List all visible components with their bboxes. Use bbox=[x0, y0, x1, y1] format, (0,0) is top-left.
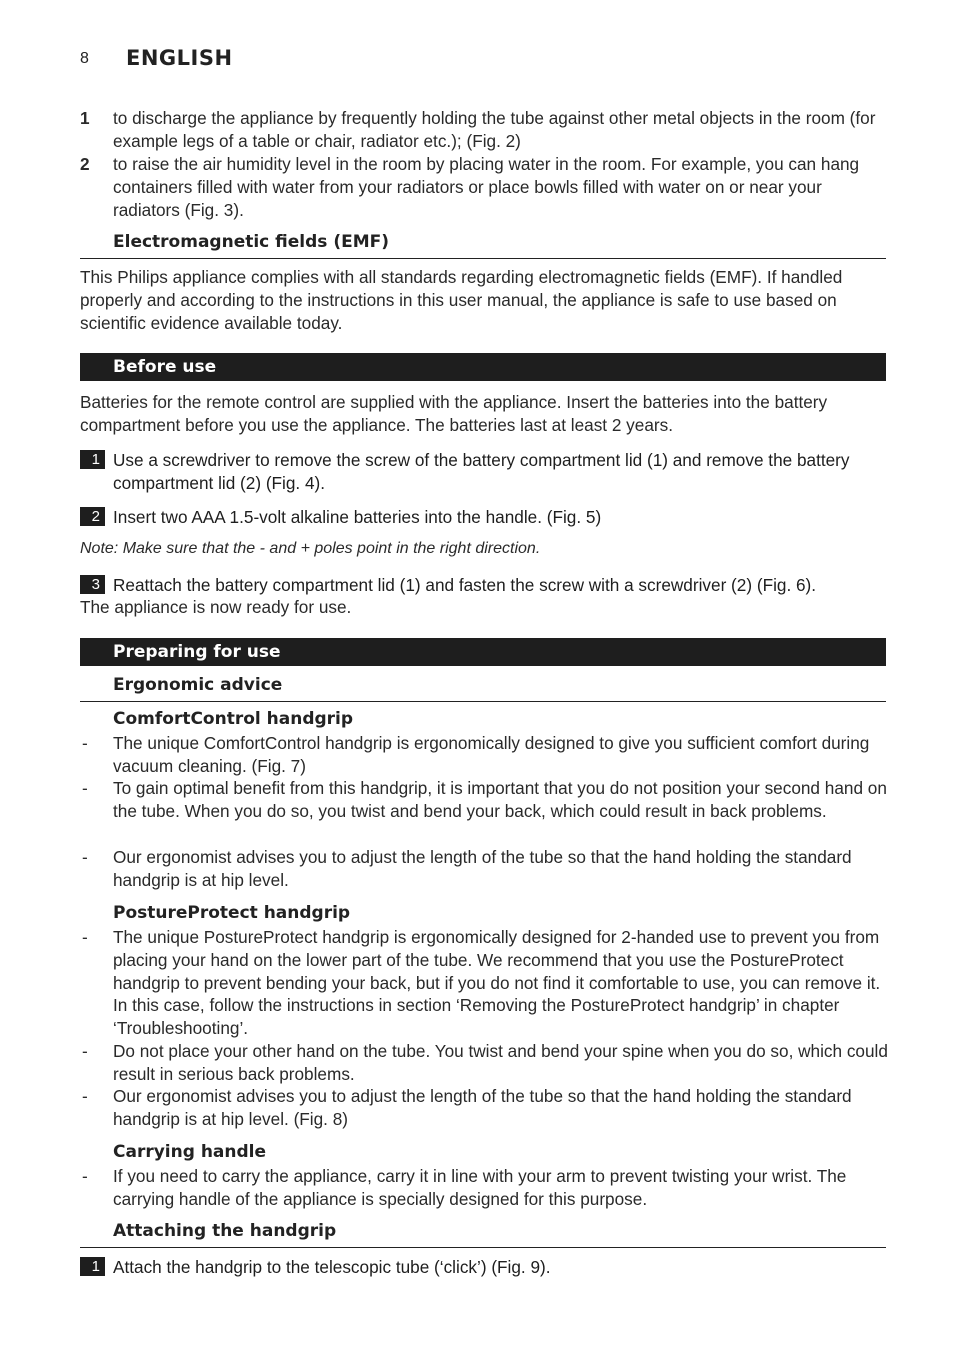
emf-paragraph: This Philips appliance complies with all standards regarding electromagnetic fields (EMF). If handled properly and according to the instructions in this user manual, the appliance is safe to use based on scientific evidence available today. bbox=[80, 267, 843, 333]
list-text: to discharge the appliance by frequently holding the tube against other metal objects in the room (for example legs of a table or chair, radiator etc.); (Fig. 2) bbox=[113, 108, 876, 151]
list-number: 1 bbox=[80, 108, 90, 128]
carrying-heading: Carrying handle bbox=[113, 1142, 267, 1162]
posture-heading: PostureProtect handgrip bbox=[113, 903, 351, 923]
before-use-heading: Before use bbox=[113, 357, 217, 377]
list-text: Our ergonomist advises you to adjust the length of the tube so that the hand holding the standard handgrip is at hip level. bbox=[113, 847, 852, 890]
attaching-heading: Attaching the handgrip bbox=[113, 1221, 337, 1241]
preparing-heading: Preparing for use bbox=[113, 642, 281, 662]
section-subheading bbox=[80, 675, 886, 702]
step-number-box: 1 bbox=[80, 1257, 105, 1276]
step-number-box: 3 bbox=[80, 575, 105, 594]
step-text: Attach the handgrip to the telescopic tube (‘click’) (Fig. 9). bbox=[113, 1257, 551, 1277]
note-text: Note: Make sure that the - and + poles point in the right direction. bbox=[80, 540, 541, 557]
section-heading-bar bbox=[80, 638, 886, 666]
page-number: 8 bbox=[80, 50, 89, 67]
list-text: To gain optimal benefit from this handgrip, it is important that you do not position your second hand on the tube. When you do so, you twist and bend your back, which could result in back problems. bbox=[113, 778, 887, 821]
list-text: Our ergonomist advises you to adjust the length of the tube so that the hand holding the standard handgrip is at hip level. (Fig. 8) bbox=[113, 1086, 852, 1129]
list-text: to raise the air humidity level in the room by placing water in the room. For example, you can hang containers filled with water from your radiators or place bowls filled with water on or near your radiators (Fig. 3). bbox=[113, 154, 860, 220]
manual-page: 8 ENGLISH 1 to discharge the appliance by frequently holding the tube against other metal objects in the room (for example legs of a table or chair, radiator etc.); (Fig. 2) 2 to raise the air humidity level in the room by placing water in the room. For example, you can hang containers filled with water from your radiators or place bowls filled with water on or near your radiators (Fig. 3). Electromagnetic fields (EMF) This Philips appliance complies with all standards regarding electromagnetic fields (EMF). If handled properly and according to the instructions in this user manual, the appliance is safe to use based on scientific evidence available today. Before use Batteries for the remote control are supplied with the appliance. Insert the batteries into the battery compartment before you use the appliance. The batteries last at least 2 years. 1 Use a screwdriver to remove the screw of the battery compartment lid (1) and remove the battery compartment lid (2) (Fig. 4). 2 Insert two AAA 1.5-volt alkaline batteries into the handle. (Fig. 5) Note: Make sure that the - and + poles point in the right direction. 3 Reattach the battery compartment lid (1) and fasten the screw with a screwdriver (2) (Fig. 6). The appliance is now ready for use. Preparing for use Ergonomic advice ComfortControl handgrip - The unique ComfortControl handgrip is ergonomically designed to give you sufficient comfort during vacuum cleaning. (Fig. 7) - To gain optimal benefit from this handgrip, it is important that you do not position your second hand on the tube. When you do so, you twist and bend your back, which could result in back problems. - Our ergonomist advises you to adjust the length of the tube so that the hand holding the standard handgrip is at hip level. PostureProtect handgrip - The unique PostureProtect handgrip is ergonomically designed for 2-handed use to prevent you from placing your hand on the lower part of the tube. We recommend that you use the PostureProtect handgrip to prevent bending your back, but if you do not find it comfortable to use, you can remove it. In this case, follow the instructions in section ‘Removing the PostureProtect handgrip’ in chapter ‘Troubleshooting’. - Do not place your other hand on the tube. You twist and bend your spine when you do so, which could result in serious back problems. - Our ergonomist advises you to adjust the length of the tube so that the hand holding the standard handgrip is at hip level. (Fig. 8) Carrying handle - If you need to carry the appliance, carry it in line with your arm to prevent twisting your wrist. The carrying handle of the appliance is specially designed for this purpose. Attaching the handgrip 1 Attach the handgrip to the telescopic tube (‘click’) (Fig. 9). bbox=[80, 46, 888, 1277]
language-heading: ENGLISH bbox=[126, 46, 233, 70]
list-text: Do not place your other hand on the tube. You twist and bend your spine when you do so, which could result in serious back problems. bbox=[113, 1041, 888, 1084]
step-number-box: 2 bbox=[80, 507, 105, 526]
list-text: The unique PostureProtect handgrip is ergonomically designed for 2-handed use to prevent you from placing your hand on the lower part of the tube. We recommend that you use the PostureProtect handgrip to prevent bending your back, but if you do not find it comfortable to use, you can remove it. In this case, follow the instructions in section ‘Removing the PostureProtect handgrip’ in chapter ‘Troubleshooting’. bbox=[113, 927, 881, 1039]
section-subheading bbox=[80, 1221, 886, 1248]
list-text: If you need to carry the appliance, carry it in line with your arm to prevent twisting your wrist. The carrying handle of the appliance is specially designed for this purpose. bbox=[113, 1166, 847, 1209]
comfort-heading: ComfortControl handgrip bbox=[113, 709, 354, 729]
list-number: 2 bbox=[80, 154, 90, 174]
section-subheading bbox=[80, 232, 886, 259]
step-text: Insert two AAA 1.5-volt alkaline batteries into the handle. (Fig. 5) bbox=[113, 507, 602, 527]
step-text: Use a screwdriver to remove the screw of the battery compartment lid (1) and remove the battery compartment lid (2) (Fig. 4). bbox=[113, 450, 850, 493]
list-item bbox=[80, 153, 886, 222]
ergonomic-heading: Ergonomic advice bbox=[113, 675, 283, 695]
before-use-intro: Batteries for the remote control are supplied with the appliance. Insert the batteries into the battery compartment before you use the appliance. The batteries last at least 2 years. bbox=[80, 392, 828, 435]
section-heading-bar bbox=[80, 353, 886, 381]
list-text: The unique ComfortControl handgrip is ergonomically designed to give you sufficient comfort during vacuum cleaning. (Fig. 7) bbox=[113, 733, 870, 776]
emf-heading: Electromagnetic fields (EMF) bbox=[113, 232, 390, 252]
list-item bbox=[80, 107, 886, 153]
ready-text: The appliance is now ready for use. bbox=[80, 597, 352, 617]
step-text: Reattach the battery compartment lid (1) and fasten the screw with a screwdriver (2) (Fig. 6). bbox=[113, 575, 817, 595]
step-number-box: 1 bbox=[80, 450, 105, 469]
